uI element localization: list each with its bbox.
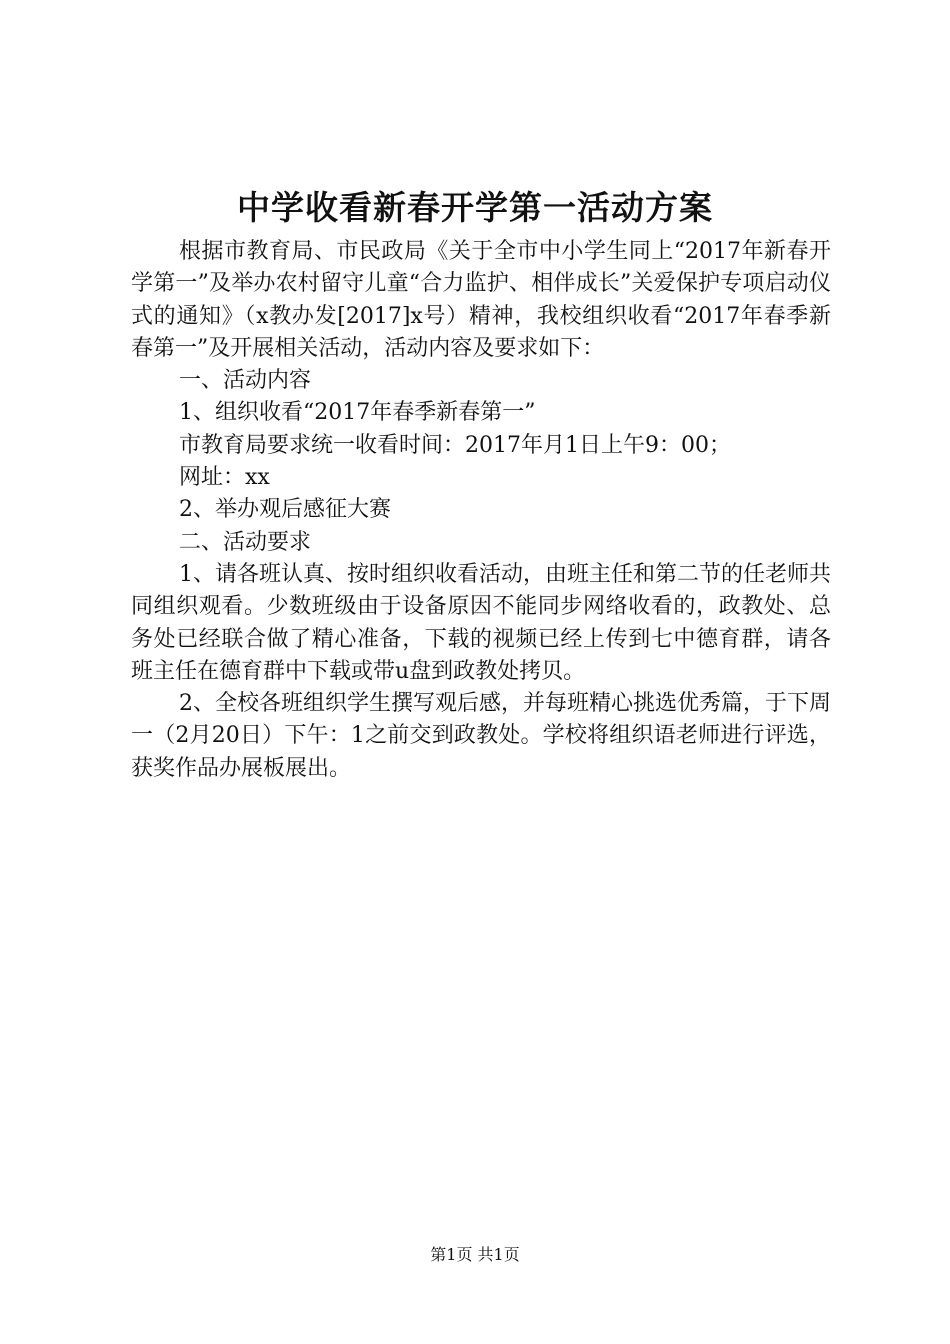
document-body — [131, 236, 831, 785]
document-title: 中学收看新春开学第一活动方案 — [237, 188, 713, 227]
paragraph-requirement-1: 1、请各班认真、按时组织收看活动，由班主任和第二节的任老师共同组织观看。少数班级由于设备原因不能同步网络收看的，政教处、总务处已经联合做了精心准备，下载的视频已经上传到七中德育群，请各班主任在德育群中下载或带u盘到政教处拷贝。 — [131, 561, 831, 684]
section-heading-requirements: 二、活动要求 — [179, 529, 312, 555]
list-item-contest: 2、举办观后感征大赛 — [179, 497, 391, 523]
paragraph-intro: 根据市教育局、市民政局《关于全市中小学生同上“2017年新春开学第一”及举办农村留守儿童“合力监护、相伴成长”关爱保护专项启动仪式的通知》（x教办发[2017]x号）精神，我校组织收看“2017年春季新春第一”及开展相关活动，活动内容及要求如下： — [131, 239, 831, 361]
list-item-watch: 1、组织收看“2017年春季新春第一” — [179, 400, 536, 426]
website: 网址：xx — [179, 465, 270, 491]
watch-time: 市教育局要求统一收看时间：2017年月1日上午9：00； — [179, 432, 731, 458]
paragraph-requirement-2: 2、全校各班组织学生撰写观后感，并每班精心挑选优秀篇，于下周一（2月20日）下午：1之前交到政教处。学校将组织语老师进行评选，获奖作品办展板展出。 — [131, 691, 831, 781]
page-footer: 第1页 共1页 — [430, 1245, 520, 1264]
section-heading-content: 一、活动内容 — [179, 368, 312, 394]
